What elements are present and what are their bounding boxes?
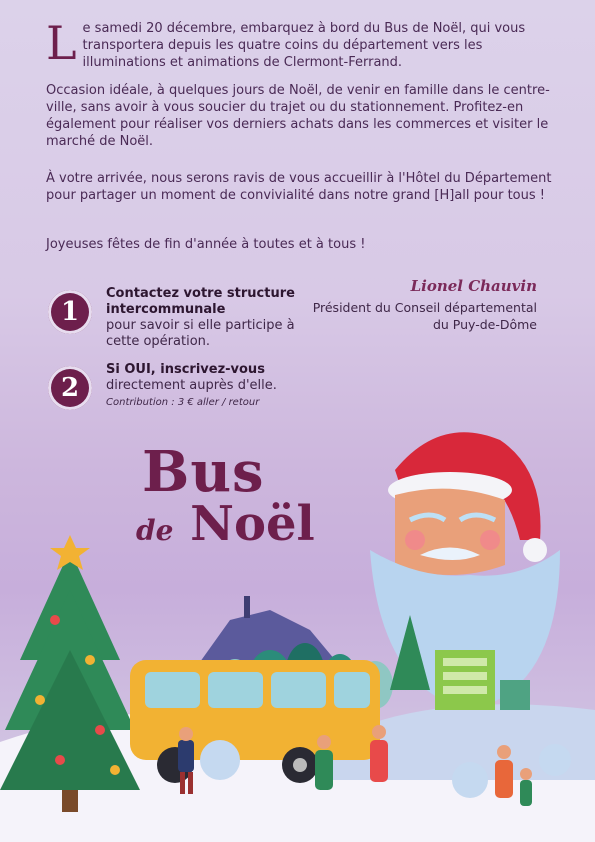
signature-name: Lionel Chauvin bbox=[410, 277, 537, 295]
signature-block bbox=[287, 278, 537, 333]
step-1-number: 1 bbox=[48, 290, 92, 334]
signature-role-1: Président du Conseil départemental bbox=[312, 300, 537, 315]
step-2-title: Si OUI, inscrivez-vous bbox=[106, 362, 265, 377]
step-2-text: directement auprès d'elle. bbox=[106, 378, 277, 393]
intro-paragraph-2: Occasion idéale, à quelques jours de Noël, de venir en famille dans le centre-ville, sans avoir à vous soucier du trajet ou du stationnement. Profitez-en également pour réaliser vos derniers achats dans les commerces et visiter le marché de Noël. bbox=[46, 83, 550, 149]
christmas-illustration bbox=[0, 360, 595, 842]
step-1-text: pour savoir si elle participe à cette opération. bbox=[106, 318, 295, 349]
intro-paragraph-3: À votre arrivée, nous serons ravis de vous accueillir à l'Hôtel du Département pour partager un moment de convivialité dans notre grand [H]all pour tous ! bbox=[46, 171, 552, 203]
title-de: de bbox=[136, 514, 174, 547]
drop-cap: L bbox=[46, 16, 77, 70]
title-noel: Noël bbox=[190, 496, 315, 552]
title-line-2 bbox=[136, 496, 315, 555]
signature-role-2: du Puy-de-Dôme bbox=[432, 317, 537, 332]
intro-text-1: e samedi 20 décembre, embarquez à bord du Bus de Noël, qui vous transportera depuis les quatre coins du département vers les illuminations et animations de Clermont-Ferrand. bbox=[82, 21, 526, 70]
bus-de-noel-title bbox=[136, 439, 315, 555]
step-2-number: 2 bbox=[48, 366, 92, 410]
step-1-title: Contactez votre structure intercommunale bbox=[106, 286, 295, 317]
intro-paragraph-1 bbox=[46, 16, 565, 71]
intro-paragraph-4: Joyeuses fêtes de fin d'année à toutes et à tous ! bbox=[46, 237, 366, 252]
step-1-body bbox=[106, 286, 296, 350]
title-line-1: Bus bbox=[142, 439, 265, 505]
step-2-note: Contribution : 3 € aller / retour bbox=[106, 397, 260, 408]
christmas-tree-icon bbox=[0, 535, 140, 812]
